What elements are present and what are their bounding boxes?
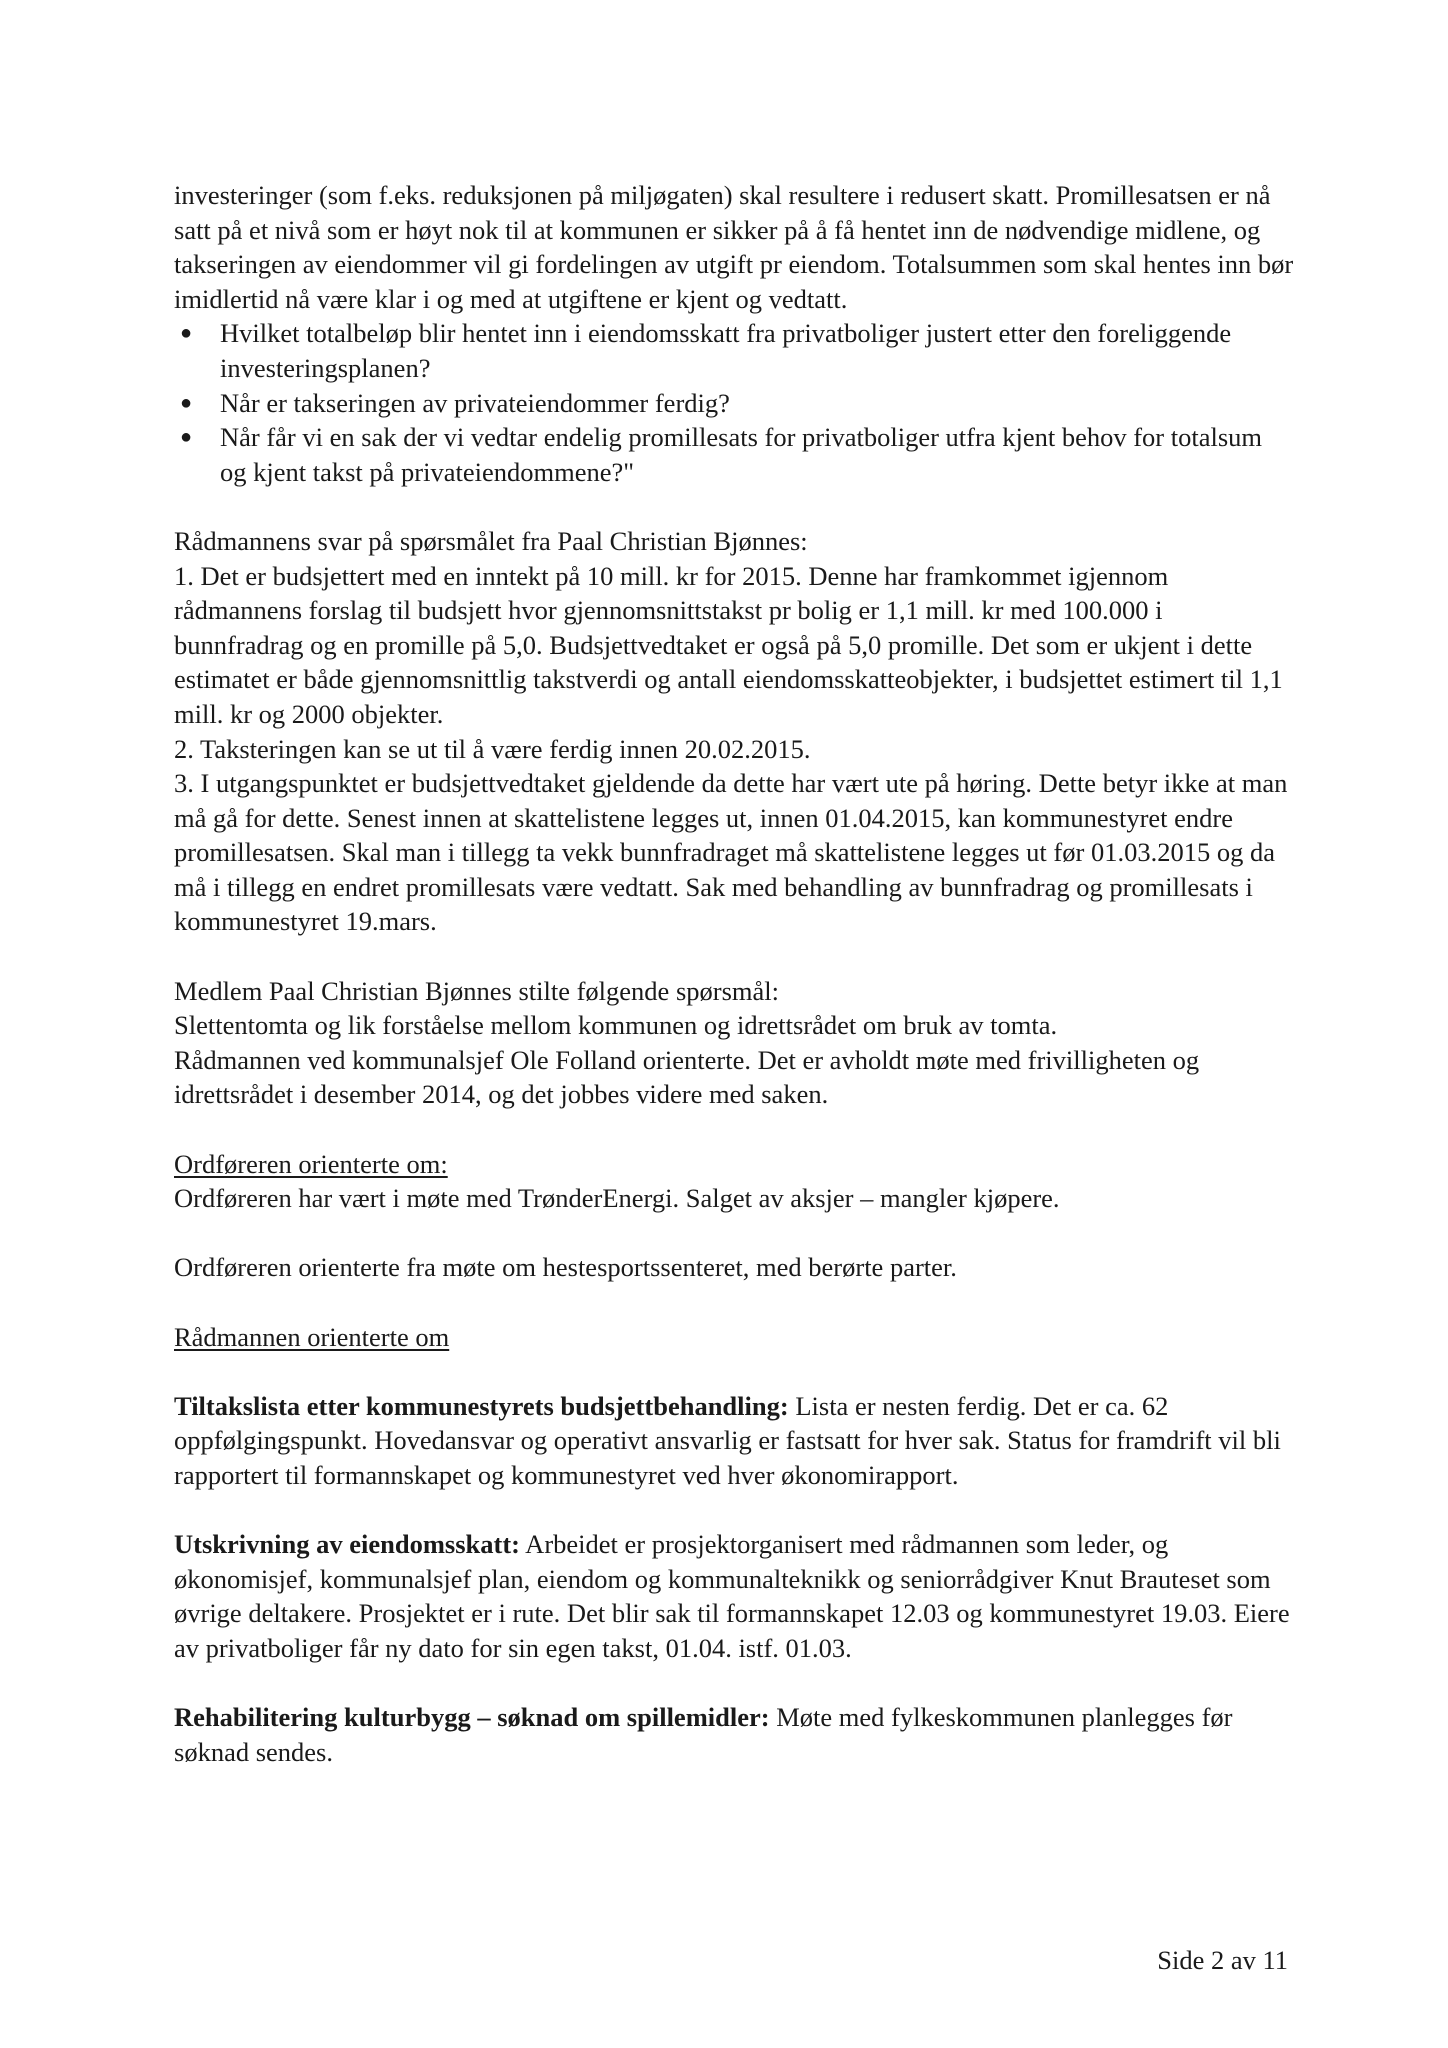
document-body — [174, 178, 1294, 1769]
question2-answer: Rådmannen ved kommunalsjef Ole Folland orienterte. Det er avholdt møte med frivilligheten og idrettsrådet i desember 2014, og det jobbes videre med saken. — [174, 1044, 1200, 1110]
question-item — [174, 386, 1294, 421]
page-number: Side 2 av 11 — [1157, 1945, 1288, 1975]
question-list — [174, 316, 1294, 489]
question2-text: Slettentomta og lik forståelse mellom kommunen og idrettsrådet om bruk av tomta. — [174, 1010, 1058, 1041]
ordforer-line-1: Ordføreren har vært i møte med TrønderEnergi. Salget av aksjer – mangler kjøpere. — [174, 1183, 1060, 1214]
ordforer-heading: Ordføreren orienterte om: — [174, 1148, 448, 1179]
question-text: Hvilket totalbeløp blir hentet inn i eiendomsskatt fra privatboliger justert etter den foreliggende investeringsplanen? — [220, 318, 1232, 383]
answer-heading: Rådmannens svar på spørsmålet fra Paal Christian Bjønnes: — [174, 525, 808, 556]
answer-item-3: 3. I utgangspunktet er budsjettvedtaket gjeldende da dette har vært ute på høring. Dette betyr ikke at man må gå for dette. Senest innen at skattelistene legges ut, innen 01.04.2015, kan kommunestyret endre promillesatsen. Skal man i tillegg ta vekk bunnfradraget må skattelistene legges ut før 01.03.2015 og da må i tillegg en endret promillesats være vedtatt. Sak med behandling av bunnfradrag og promillesats i kommunestyret 19.mars. — [174, 768, 1288, 937]
radmann-item — [174, 1527, 1294, 1665]
radmann-item-text: Møte med fylkeskommunen planlegges før søknad sendes. — [174, 1702, 1233, 1767]
bullet-icon: ● — [180, 322, 193, 345]
ordforer-line-2: Ordføreren orienterte fra møte om hestesportssenteret, med berørte parter. — [174, 1252, 957, 1283]
radmann-heading: Rådmannen orienterte om — [174, 1321, 450, 1352]
question-item — [174, 316, 1294, 385]
bullet-icon: ● — [180, 426, 193, 449]
radmann-item-title: Rehabilitering kulturbygg – søknad om spillemidler: — [174, 1702, 770, 1733]
question2-heading: Medlem Paal Christian Bjønnes stilte følgende spørsmål: — [174, 975, 779, 1006]
radmann-item — [174, 1389, 1294, 1493]
question-text: Når får vi en sak der vi vedtar endelig promillesats for privatboliger utfra kjent behov for totalsum og kjent takst på privateiendommene?" — [220, 422, 1263, 487]
question-item — [174, 420, 1294, 489]
intro-paragraph: investeringer (som f.eks. reduksjonen på miljøgaten) skal resultere i redusert skatt. Promillesatsen er nå satt på et nivå som er høyt nok til at kommunen er sikker på å få hentet inn de nødvendige midlene, og takseringen av eiendommer vil gi fordelingen av utgift pr eiendom. Totalsummen som skal hentes inn bør imidlertid nå være klar i og med at utgiftene er kjent og vedtatt. — [174, 180, 1294, 314]
answer-item-1: 1. Det er budsjettert med en inntekt på 10 mill. kr for 2015. Denne har framkommet igjennom rådmannens forslag til budsjett hvor gjennomsnittstakst pr bolig er 1,1 mill. kr med 100.000 i bunnfradrag og en promille på 5,0. Budsjettvedtaket er også på 5,0 promille. Det som er ukjent i dette estimatet er både gjennomsnittlig takstverdi og antall eiendomsskatteobjekter, i budsjettet estimert til 1,1 mill. kr og 2000 objekter. — [174, 560, 1283, 729]
answer-item-2: 2. Taksteringen kan se ut til å være ferdig innen 20.02.2015. — [174, 733, 811, 764]
question-text: Når er takseringen av privateiendommer ferdig? — [220, 387, 730, 418]
radmann-item-title: Utskrivning av eiendomsskatt: — [174, 1529, 521, 1560]
radmann-item-text: Lista er nesten ferdig. Det er ca. 62 oppfølgingspunkt. Hovedansvar og operativt ansvarlig er fastsatt for hver sak. Status for framdrift vil bli rapportert til formannskapet og kommunestyret ved hver økonomirapport. — [174, 1390, 1281, 1490]
radmann-item — [174, 1700, 1294, 1769]
bullet-icon: ● — [180, 391, 193, 414]
radmann-item-text: Arbeidet er prosjektorganisert med rådmannen som leder, og økonomisjef, kommunalsjef plan, eiendom og kommunalteknikk og seniorrådgiver Knut Brauteset som øvrige deltakere. Prosjektet er i rute. Det blir sak til formannskapet 12.03 og kommunestyret 19.03. Eiere av privatboliger får ny dato for sin egen takst, 01.04. istf. 01.03. — [174, 1529, 1290, 1663]
radmann-item-title: Tiltakslista etter kommunestyrets budsjettbehandling: — [174, 1390, 789, 1421]
